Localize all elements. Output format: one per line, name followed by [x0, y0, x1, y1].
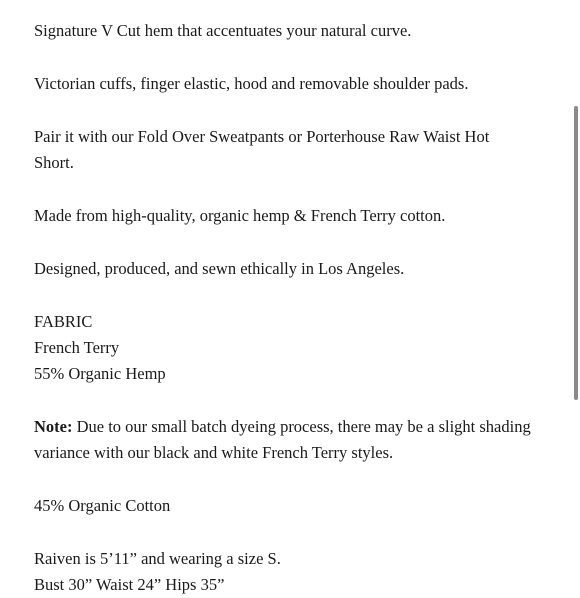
desc-line-made-in: Designed, produced, and sewn ethically in Los Angeles. — [34, 259, 405, 278]
desc-line-pair-it-a: Pair it with our Fold Over Sweatpants or Porterhouse Raw Waist Hot — [34, 127, 490, 146]
fabric-composition-cotton: 45% Organic Cotton — [34, 496, 171, 515]
model-info: Raiven is 5’11” and wearing a size S. — [34, 549, 281, 568]
model-measurements: Bust 30” Waist 24” Hips 35” — [34, 575, 225, 594]
desc-line-pair-it-b: Short. — [34, 153, 74, 172]
fabric-heading: FABRIC — [34, 312, 93, 331]
note-label: Note: — [34, 417, 73, 436]
fabric-type: French Terry — [34, 338, 120, 357]
description-text — [34, 18, 554, 598]
note-text: Due to our small batch dyeing process, there may be a slight shading variance with our black and white French Terry styles. — [34, 417, 531, 462]
desc-line-pair-it — [34, 124, 554, 176]
dyeing-note — [34, 414, 554, 466]
scrollbar[interactable] — [572, 0, 580, 580]
desc-line-materials: Made from high-quality, organic hemp & French Terry cotton. — [34, 206, 446, 225]
desc-line-cuffs: Victorian cuffs, finger elastic, hood and removable shoulder pads. — [34, 74, 469, 93]
desc-line-v-cut: Signature V Cut hem that accentuates your natural curve. — [34, 21, 412, 40]
fabric-composition-hemp: 55% Organic Hemp — [34, 364, 166, 383]
scrollbar-thumb[interactable] — [574, 106, 578, 400]
